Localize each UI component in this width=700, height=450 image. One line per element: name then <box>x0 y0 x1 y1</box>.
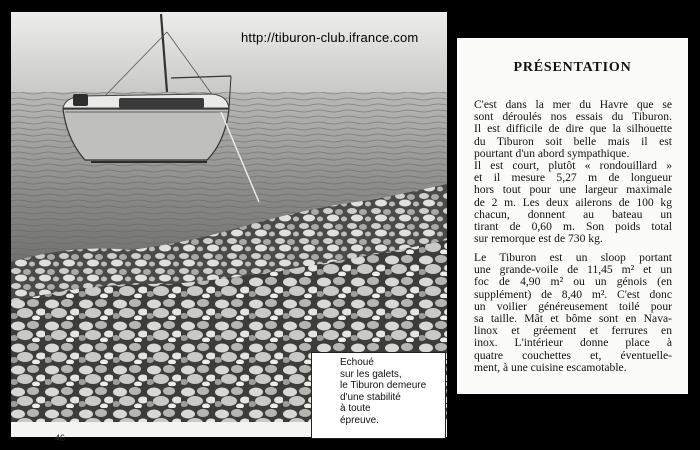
article-paragraph-2 <box>474 252 672 374</box>
text-line: Il est court, plutôt « rondouillard » <box>474 159 672 173</box>
text-line: une grande-voile de 11,45 m² et un <box>474 263 672 277</box>
text-line: quatre couchettes et, éventuelle- <box>474 348 672 362</box>
text-line: inox. L'intérieur donne place à <box>474 336 672 350</box>
caption-line: épreuve. <box>340 414 379 426</box>
text-line: sont déroulés nos essais du Tiburon. <box>474 110 672 124</box>
text-line: linox et gréement et ferrures en <box>474 324 672 338</box>
caption-line: sur les galets, <box>340 368 402 380</box>
text-line: sa taille. Mât et bôme sont en Nava- <box>474 312 672 326</box>
text-line: de 2 m. Les deux ailerons de 100 kg <box>474 195 672 209</box>
text-line: du Tiburon soit belle mais il est <box>474 134 672 148</box>
text-line: chacun, donnent au bateau un <box>474 207 672 221</box>
photo-caption <box>311 352 446 439</box>
text-line: tirant de 0,60 m. Son poids total <box>474 220 672 234</box>
text-line: supplément) de 8,40 m². C'est donc <box>474 287 672 301</box>
photo-page <box>11 12 447 443</box>
text-line: hors tout pour une largeur maximale <box>474 183 672 197</box>
article-paragraph-1 <box>474 99 672 245</box>
caption-line: Echoué <box>340 357 374 368</box>
text-line: sur remorque est de 730 kg. <box>474 232 603 246</box>
caption-line: le Tiburon demeure <box>340 380 427 391</box>
article-title: PRÉSENTATION <box>513 60 632 75</box>
text-line: foc de 4,90 m² ou un génois (en <box>474 275 672 289</box>
site-watermark: http://tiburon-club.ifrance.com <box>241 30 419 45</box>
caption-line: d'une stabilité <box>340 391 401 403</box>
text-line: pourtant d'un abord sympathique. <box>474 146 630 160</box>
article-page <box>457 38 688 394</box>
text-line: C'est dans la mer du Havre que se <box>474 98 672 111</box>
text-line: et il mesure 5,27 m de longueur <box>474 171 672 185</box>
text-line: ment, à une cuisine escamotable. <box>474 360 627 374</box>
text-line: un voilier généreusement toilé pour <box>474 299 672 313</box>
page-number: 46 <box>55 433 66 443</box>
text-line: Le Tiburon est un sloop portant <box>474 251 672 264</box>
caption-line: à toute <box>340 403 371 414</box>
text-line: Il est difficile de dire que la silhouette <box>474 122 672 136</box>
